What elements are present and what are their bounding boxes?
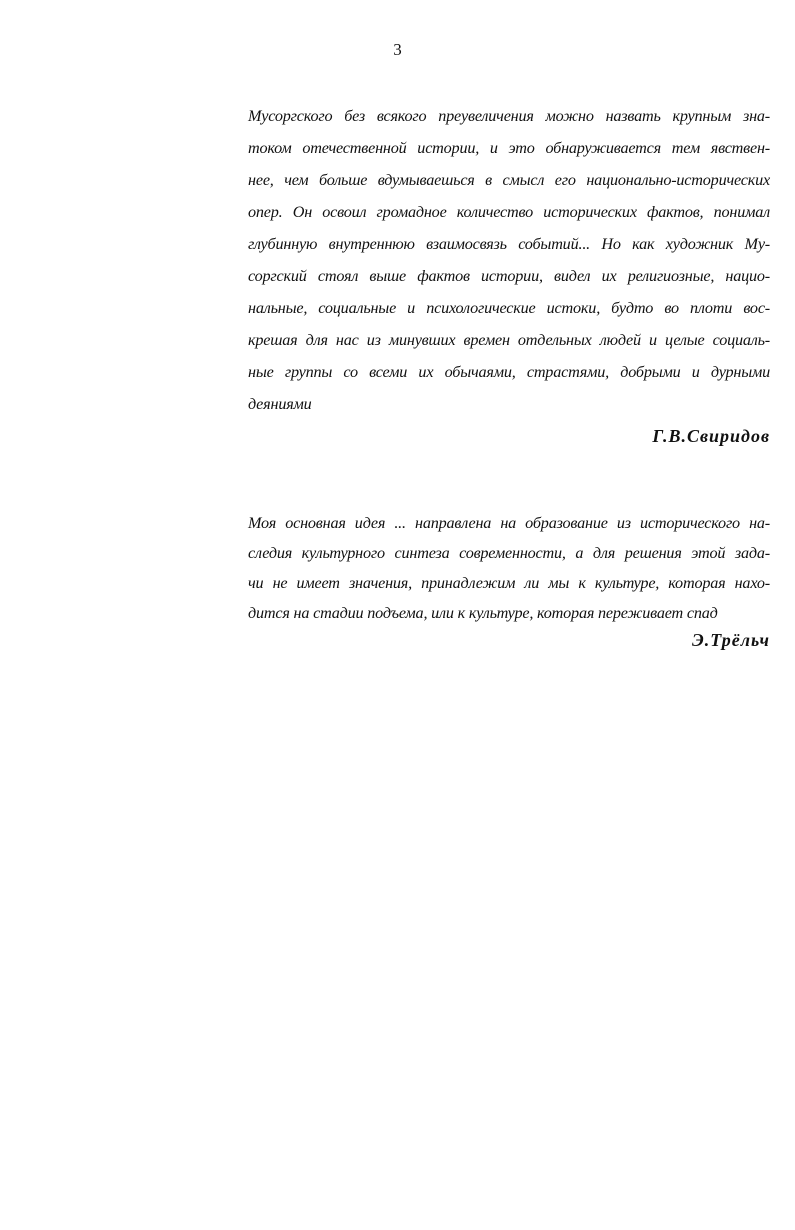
- quote-line: чи не имеет значения, принадлежим ли мы к культуре, которая нахо-: [248, 574, 770, 592]
- quote-line: нее, чем больше вдумываешься в смысл его национально-исторических: [248, 171, 770, 189]
- quote-line: глубинную внутреннюю взаимосвязь событий... Но как художник Му-: [248, 235, 770, 253]
- quote-line: деяниями: [248, 395, 312, 413]
- epigraph-sviridov: [248, 100, 770, 447]
- epigraph-troeltsch: [248, 508, 770, 651]
- quote-line: нальные, социальные и психологические истоки, будто во плоти вос-: [248, 299, 770, 317]
- quote-line: Моя основная идея ... направлена на образование из исторического на-: [248, 514, 770, 532]
- page-number: 3: [393, 40, 402, 59]
- quote-line: опер. Он освоил громадное количество исторических фактов, понимал: [248, 203, 770, 221]
- quote-author: Э.Трёльч: [692, 630, 770, 650]
- quote-line: ные группы со всеми их обычаями, страстями, добрыми и дурными: [248, 363, 770, 381]
- quote-author: Г.В.Свиридов: [652, 426, 770, 446]
- quote-line: Мусоргского без всякого преувеличения можно назвать крупным зна-: [248, 107, 770, 125]
- quote-line: следия культурного синтеза современности, а для решения этой зада-: [248, 544, 770, 562]
- quote-line: дится на стадии подъема, или к культуре, которая переживает спад: [248, 604, 718, 622]
- quote-line: током отечественной истории, и это обнаруживается тем явствен-: [248, 139, 770, 157]
- quote-line: крешая для нас из минувших времен отдельных людей и целые социаль-: [248, 331, 770, 349]
- quote-line: соргский стоял выше фактов истории, видел их религиозные, нацио-: [248, 267, 770, 285]
